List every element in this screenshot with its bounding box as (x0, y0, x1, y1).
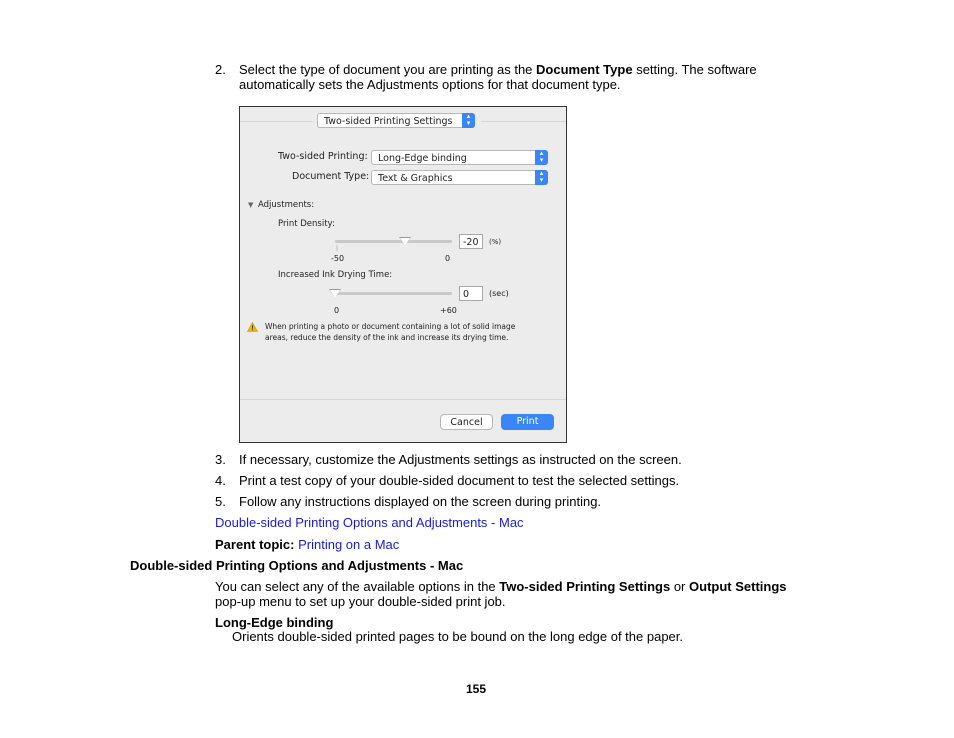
term-heading: Long-Edge binding (215, 615, 334, 630)
print-density-slider[interactable] (335, 240, 452, 243)
drying-time-max: +60 (440, 306, 457, 315)
section-intro-line-1: You can select any of the available options in the Two-sided Printing Settings or Output Settings (215, 579, 787, 594)
parent-topic: Parent topic: Printing on a Mac (215, 537, 400, 552)
print-dialog-screenshot (239, 106, 567, 443)
two-sided-label: Two-sided Printing: (278, 151, 368, 162)
print-density-max: 0 (445, 254, 451, 263)
step-4-text: Print a test copy of your double-sided document to test the selected settings. (239, 473, 680, 488)
drying-time-input[interactable]: 0 (459, 286, 483, 301)
print-density-label: Print Density: (278, 219, 335, 229)
step-number: 5. (215, 494, 226, 509)
parent-topic-link[interactable]: Printing on a Mac (298, 537, 400, 552)
drying-time-min: 0 (334, 306, 340, 315)
section-heading: Double-sided Printing Options and Adjustments - Mac (130, 558, 464, 573)
term-definition: Orients double-sided printed pages to be bound on the long edge of the paper. (232, 629, 684, 644)
footer-divider (240, 399, 566, 400)
step-5-text: Follow any instructions displayed on the screen during printing. (239, 494, 602, 509)
step-number: 3. (215, 452, 226, 467)
adjustments-label: Adjustments: (258, 200, 315, 210)
step-number: 2. (215, 62, 226, 77)
step-2-line-2: automatically sets the Adjustments options for that document type. (239, 77, 621, 92)
step-number: 4. (215, 473, 226, 488)
tick-mark: | (336, 245, 339, 252)
warning-triangle-icon (247, 322, 258, 332)
drying-time-slider[interactable] (335, 292, 452, 295)
doc-type-label: Document Type: (292, 171, 370, 182)
header-divider-right (481, 121, 566, 122)
popup-arrows-icon: ▴ ▾ (462, 113, 475, 128)
header-divider-left (240, 121, 313, 122)
triangle-down-icon[interactable]: ▼ (248, 201, 254, 209)
drying-time-unit: (sec) (489, 289, 509, 298)
print-density-slider-thumb[interactable] (400, 238, 410, 246)
step-3-text: If necessary, customize the Adjustments settings as instructed on the screen. (239, 452, 682, 467)
popup-arrows-icon: ▴ ▾ (535, 170, 548, 185)
related-topic-link[interactable]: Double-sided Printing Options and Adjustments - Mac (215, 515, 524, 530)
settings-popup[interactable]: Two-sided Printing Settings ▴ ▾ (317, 113, 475, 128)
print-density-min: -50 (331, 254, 345, 263)
cancel-button[interactable]: Cancel (440, 414, 493, 430)
two-sided-popup[interactable]: Long-Edge binding ▴ ▾ (371, 150, 548, 165)
popup-arrows-icon: ▴ ▾ (535, 150, 548, 165)
step-2-line-1: Select the type of document you are printing as the Document Type setting. The software (239, 62, 757, 77)
print-button[interactable]: Print (501, 414, 554, 430)
page-number: 155 (466, 682, 487, 696)
drying-time-label: Increased Ink Drying Time: (278, 270, 393, 280)
section-intro-line-2: pop-up menu to set up your double-sided print job. (215, 594, 506, 609)
doc-type-popup[interactable]: Text & Graphics ▴ ▾ (371, 170, 548, 185)
print-density-unit: (%) (489, 238, 502, 246)
warning-line-1: When printing a photo or document containing a lot of solid image (265, 322, 516, 331)
drying-time-slider-thumb[interactable] (330, 290, 340, 298)
print-density-input[interactable]: -20 (459, 234, 483, 249)
warning-line-2: areas, reduce the density of the ink and increase its drying time. (265, 333, 509, 342)
